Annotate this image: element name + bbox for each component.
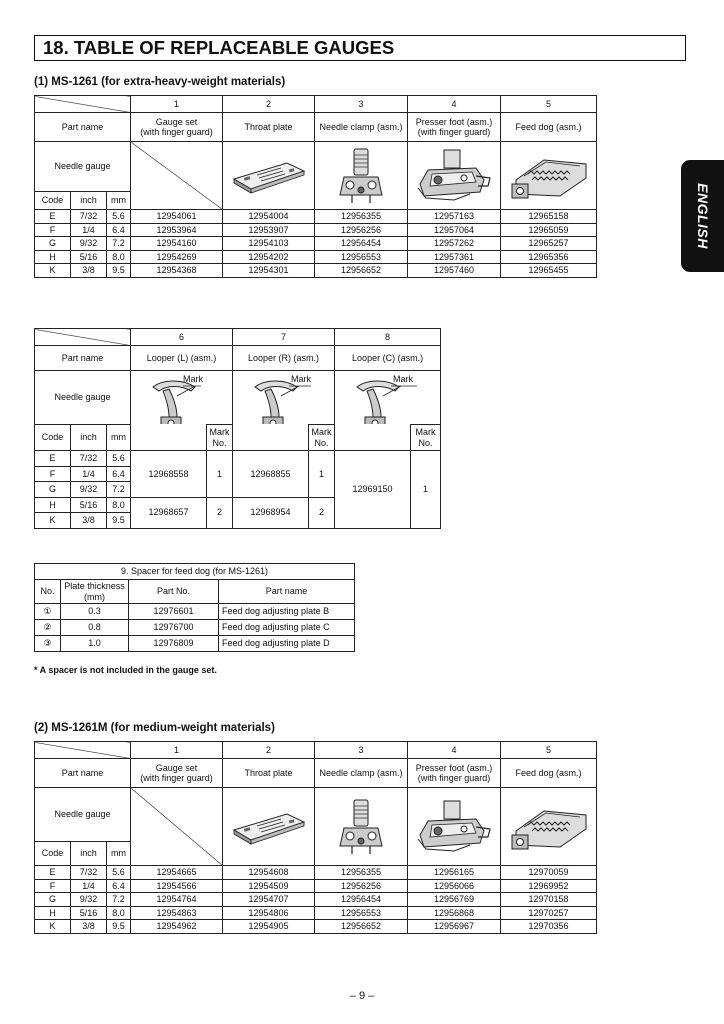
looper-l-illustration <box>131 371 233 425</box>
col-name: Looper (C) (asm.) <box>335 346 441 371</box>
col-num: 3 <box>315 742 408 759</box>
mark-leader-icon <box>379 384 419 398</box>
spacer-part-name-cell: Feed dog adjusting plate D <box>219 636 355 652</box>
code-cell: K <box>35 920 71 934</box>
table-row <box>35 237 597 251</box>
part-name-label: Part name <box>35 346 131 371</box>
inch-header: inch <box>71 425 107 451</box>
part-no-cell: 12956454 <box>315 893 408 907</box>
corner-cell <box>35 96 131 113</box>
mark-label: Mark <box>183 374 204 384</box>
spacer-no-cell: ② <box>35 620 61 636</box>
needle-gauge-label: Needle gauge <box>35 788 131 842</box>
col-name: Looper (R) (asm.) <box>233 346 335 371</box>
mm-header: mm <box>107 425 131 451</box>
table-row <box>35 223 597 237</box>
inch-cell: 1/4 <box>71 879 107 893</box>
code-cell: G <box>35 482 71 498</box>
table-row <box>35 250 597 264</box>
inch-header: inch <box>71 842 107 866</box>
presser-foot-illustration <box>408 788 501 866</box>
code-header-row <box>35 425 441 451</box>
mark-no-cell: 2 <box>309 497 335 528</box>
part-no-cell: 12954301 <box>223 264 315 278</box>
corner-cell <box>35 742 131 759</box>
blank-cell <box>131 425 207 451</box>
inch-cell: 5/16 <box>71 497 107 513</box>
mm-cell: 8.0 <box>107 497 131 513</box>
part-no-cell: 12970059 <box>501 866 597 880</box>
mark-label: Mark <box>291 374 312 384</box>
col-num: 4 <box>408 742 501 759</box>
spacer-part-name-header: Part name <box>219 580 355 604</box>
inch-cell: 3/8 <box>71 264 107 278</box>
presser-foot-icon <box>414 799 494 855</box>
part-no-cell: 12954863 <box>131 906 223 920</box>
mm-header: mm <box>107 192 131 210</box>
part-name-row <box>35 346 441 371</box>
inch-header: inch <box>71 192 107 210</box>
gauge-set-diagonal <box>131 788 223 866</box>
table-row <box>35 264 597 278</box>
part-no-cell: 12956652 <box>315 264 408 278</box>
gauge-set-diagonal <box>131 142 223 210</box>
part-no-cell: 12957262 <box>408 237 501 251</box>
part-no-cell: 12954202 <box>223 250 315 264</box>
mm-cell: 5.6 <box>107 210 131 224</box>
throat-plate-illustration <box>223 142 315 210</box>
col-name: Throat plate <box>223 113 315 142</box>
col-num: 3 <box>315 96 408 113</box>
col-name: Needle clamp (asm.) <box>315 113 408 142</box>
mm-cell: 7.2 <box>107 893 131 907</box>
mark-no-cell: 1 <box>411 451 441 529</box>
spacer-header-row <box>35 580 355 604</box>
spacer-part-name-cell: Feed dog adjusting plate C <box>219 620 355 636</box>
part-no-cell: 12956355 <box>315 866 408 880</box>
column-number-row <box>35 742 597 759</box>
part-no-cell: 12957460 <box>408 264 501 278</box>
section1-heading: (1) MS-1261 (for extra-heavy-weight materials) <box>34 76 286 88</box>
part-no-cell: 12956256 <box>315 879 408 893</box>
spacer-thickness-cell: 1.0 <box>61 636 129 652</box>
inch-cell: 7/32 <box>71 866 107 880</box>
table-row <box>35 906 597 920</box>
code-cell: H <box>35 906 71 920</box>
inch-cell: 9/32 <box>71 893 107 907</box>
col-name: Presser foot (asm.) (with finger guard) <box>408 113 501 142</box>
mark-no-header: Mark No. <box>411 425 441 451</box>
throat-plate-icon <box>229 806 309 848</box>
part-no-cell: 12953964 <box>131 223 223 237</box>
part-no-cell: 12956868 <box>408 906 501 920</box>
part-name-row <box>35 759 597 788</box>
illustration-row <box>35 142 597 192</box>
section2-heading: (2) MS-1261M (for medium-weight materials) <box>34 722 275 734</box>
language-tab <box>681 160 724 272</box>
inch-cell: 1/4 <box>71 223 107 237</box>
spacer-no-cell: ③ <box>35 636 61 652</box>
col-num: 6 <box>131 329 233 346</box>
spacer-thickness-cell: 0.8 <box>61 620 129 636</box>
part-no-cell: 12968954 <box>233 497 309 528</box>
part-no-cell: 12969952 <box>501 879 597 893</box>
part-no-cell: 12954269 <box>131 250 223 264</box>
part-no-cell: 12968657 <box>131 497 207 528</box>
needle-clamp-icon <box>334 798 388 856</box>
table-row <box>35 604 355 620</box>
part-name-label: Part name <box>35 113 131 142</box>
spacer-table-body <box>35 564 355 652</box>
col-num: 1 <box>131 742 223 759</box>
inch-cell: 5/16 <box>71 906 107 920</box>
mark-no-cell: 1 <box>309 451 335 498</box>
part-no-cell: 12970158 <box>501 893 597 907</box>
spacer-part-no-cell: 12976700 <box>129 620 219 636</box>
part-no-cell: 12954103 <box>223 237 315 251</box>
part-no-cell: 12965455 <box>501 264 597 278</box>
code-header: Code <box>35 842 71 866</box>
part-no-cell: 12956652 <box>315 920 408 934</box>
spacer-no-header: No. <box>35 580 61 604</box>
mm-cell: 9.5 <box>107 513 131 529</box>
part-no-cell: 12956967 <box>408 920 501 934</box>
needle-clamp-illustration <box>315 788 408 866</box>
feed-dog-illustration <box>501 142 597 210</box>
mm-cell: 9.5 <box>107 920 131 934</box>
code-cell: H <box>35 497 71 513</box>
inch-cell: 9/32 <box>71 482 107 498</box>
throat-plate-icon <box>229 155 309 197</box>
part-no-cell: 12956165 <box>408 866 501 880</box>
inch-cell: 5/16 <box>71 250 107 264</box>
inch-cell: 3/8 <box>71 513 107 529</box>
part-no-cell: 12970257 <box>501 906 597 920</box>
col-num: 8 <box>335 329 441 346</box>
mm-cell: 8.0 <box>107 250 131 264</box>
table-row <box>35 879 597 893</box>
code-cell: K <box>35 264 71 278</box>
part-no-cell: 12954806 <box>223 906 315 920</box>
inch-cell: 3/8 <box>71 920 107 934</box>
part-no-cell: 12956553 <box>315 250 408 264</box>
part-no-cell: 12954566 <box>131 879 223 893</box>
needle-gauge-label: Needle gauge <box>35 142 131 192</box>
needle-clamp-illustration <box>315 142 408 210</box>
col-num: 5 <box>501 96 597 113</box>
part-no-cell: 12954764 <box>131 893 223 907</box>
part-no-cell: 12965059 <box>501 223 597 237</box>
spacer-footnote: * A spacer is not included in the gauge set. <box>34 665 217 675</box>
spacer-title-row <box>35 564 355 580</box>
table-row <box>35 866 597 880</box>
inch-cell: 9/32 <box>71 237 107 251</box>
mark-no-header: Mark No. <box>207 425 233 451</box>
col-num: 2 <box>223 96 315 113</box>
col-name: Presser foot (asm.) (with finger guard) <box>408 759 501 788</box>
code-cell: K <box>35 513 71 529</box>
mm-cell: 5.6 <box>107 866 131 880</box>
part-no-cell: 12970356 <box>501 920 597 934</box>
page-title: 18. TABLE OF REPLACEABLE GAUGES <box>34 35 686 61</box>
part-no-cell: 12954368 <box>131 264 223 278</box>
part-no-cell: 12956355 <box>315 210 408 224</box>
table-row <box>35 210 597 224</box>
mark-leader-icon <box>277 384 313 398</box>
part-name-label: Part name <box>35 759 131 788</box>
part-no-cell: 12957064 <box>408 223 501 237</box>
code-header: Code <box>35 425 71 451</box>
part-name-row <box>35 113 597 142</box>
part-no-cell: 12956769 <box>408 893 501 907</box>
mark-no-header: Mark No. <box>309 425 335 451</box>
presser-foot-icon <box>414 148 494 204</box>
mm-cell: 6.4 <box>107 879 131 893</box>
col-num: 1 <box>131 96 223 113</box>
part-no-cell: 12957163 <box>408 210 501 224</box>
part-no-cell: 12965257 <box>501 237 597 251</box>
part-no-cell: 12954004 <box>223 210 315 224</box>
part-no-cell: 12953907 <box>223 223 315 237</box>
needle-gauge-label: Needle gauge <box>35 371 131 425</box>
spacer-part-name-cell: Feed dog adjusting plate B <box>219 604 355 620</box>
part-no-cell: 12954608 <box>223 866 315 880</box>
column-number-row <box>35 329 441 346</box>
mm-cell: 8.0 <box>107 906 131 920</box>
table-row <box>35 636 355 652</box>
looper-table-body <box>35 329 441 529</box>
col-name: Throat plate <box>223 759 315 788</box>
spacer-part-no-header: Part No. <box>129 580 219 604</box>
feed-dog-icon <box>508 801 590 853</box>
spacer-thickness-header: Plate thickness (mm) <box>61 580 129 604</box>
mark-no-cell: 1 <box>207 451 233 498</box>
mm-header: mm <box>107 842 131 866</box>
mm-cell: 6.4 <box>107 223 131 237</box>
part-no-cell: 12968855 <box>233 451 309 498</box>
spacer-thickness-cell: 0.3 <box>61 604 129 620</box>
part-no-cell: 12954061 <box>131 210 223 224</box>
table-row <box>35 451 441 467</box>
looper-c-illustration <box>335 371 441 425</box>
mm-cell: 6.4 <box>107 466 131 482</box>
col-num: 2 <box>223 742 315 759</box>
col-num: 4 <box>408 96 501 113</box>
spacer-no-cell: ① <box>35 604 61 620</box>
column-number-row <box>35 96 597 113</box>
throat-plate-illustration <box>223 788 315 866</box>
table-row <box>35 893 597 907</box>
spacer-part-no-cell: 12976809 <box>129 636 219 652</box>
presser-foot-illustration <box>408 142 501 210</box>
part-no-cell: 12969150 <box>335 451 411 529</box>
looper-r-illustration <box>233 371 335 425</box>
part-no-cell: 12965158 <box>501 210 597 224</box>
feed-dog-illustration <box>501 788 597 866</box>
col-num: 7 <box>233 329 335 346</box>
part-no-cell: 12968558 <box>131 451 207 498</box>
col-name: Feed dog (asm.) <box>501 113 597 142</box>
mark-no-cell: 2 <box>207 497 233 528</box>
gauge-table-body <box>35 742 597 934</box>
part-no-cell: 12954160 <box>131 237 223 251</box>
illustration-row <box>35 371 441 425</box>
mm-cell: 9.5 <box>107 264 131 278</box>
part-no-cell: 12965356 <box>501 250 597 264</box>
col-name: Needle clamp (asm.) <box>315 759 408 788</box>
code-cell: E <box>35 451 71 467</box>
inch-cell: 7/32 <box>71 451 107 467</box>
table-row <box>35 620 355 636</box>
language-tab-label: ENGLISH <box>694 183 711 249</box>
blank-cell <box>233 425 309 451</box>
part-no-cell: 12954962 <box>131 920 223 934</box>
part-no-cell: 12957361 <box>408 250 501 264</box>
looper-table-ms1261 <box>34 328 441 529</box>
part-no-cell: 12956256 <box>315 223 408 237</box>
spacer-table <box>34 563 355 652</box>
code-cell: E <box>35 866 71 880</box>
illustration-row <box>35 788 597 842</box>
mm-cell: 7.2 <box>107 237 131 251</box>
code-cell: H <box>35 250 71 264</box>
col-num: 5 <box>501 742 597 759</box>
page-number: – 9 – <box>349 990 375 1002</box>
part-no-cell: 12954509 <box>223 879 315 893</box>
code-cell: G <box>35 893 71 907</box>
part-no-cell: 12954665 <box>131 866 223 880</box>
gauge-table-ms1261 <box>34 95 597 278</box>
spacer-part-no-cell: 12976601 <box>129 604 219 620</box>
code-cell: F <box>35 879 71 893</box>
part-no-cell: 12954905 <box>223 920 315 934</box>
col-name: Gauge set (with finger guard) <box>131 113 223 142</box>
code-cell: G <box>35 237 71 251</box>
spacer-title: 9. Spacer for feed dog (for MS-1261) <box>35 564 355 580</box>
code-header: Code <box>35 192 71 210</box>
inch-cell: 1/4 <box>71 466 107 482</box>
mm-cell: 7.2 <box>107 482 131 498</box>
col-name: Gauge set (with finger guard) <box>131 759 223 788</box>
gauge-table-body <box>35 96 597 278</box>
part-no-cell: 12954707 <box>223 893 315 907</box>
part-no-cell: 12956454 <box>315 237 408 251</box>
code-cell: E <box>35 210 71 224</box>
mark-leader-icon <box>173 384 203 398</box>
gauge-table-ms1261m <box>34 741 597 934</box>
mark-label: Mark <box>393 374 414 384</box>
corner-cell <box>35 329 131 346</box>
table-row <box>35 920 597 934</box>
col-name: Looper (L) (asm.) <box>131 346 233 371</box>
inch-cell: 7/32 <box>71 210 107 224</box>
code-cell: F <box>35 466 71 482</box>
code-cell: F <box>35 223 71 237</box>
part-no-cell: 12956066 <box>408 879 501 893</box>
blank-cell <box>335 425 411 451</box>
col-name: Feed dog (asm.) <box>501 759 597 788</box>
feed-dog-icon <box>508 150 590 202</box>
mm-cell: 5.6 <box>107 451 131 467</box>
part-no-cell: 12956553 <box>315 906 408 920</box>
needle-clamp-icon <box>334 147 388 205</box>
